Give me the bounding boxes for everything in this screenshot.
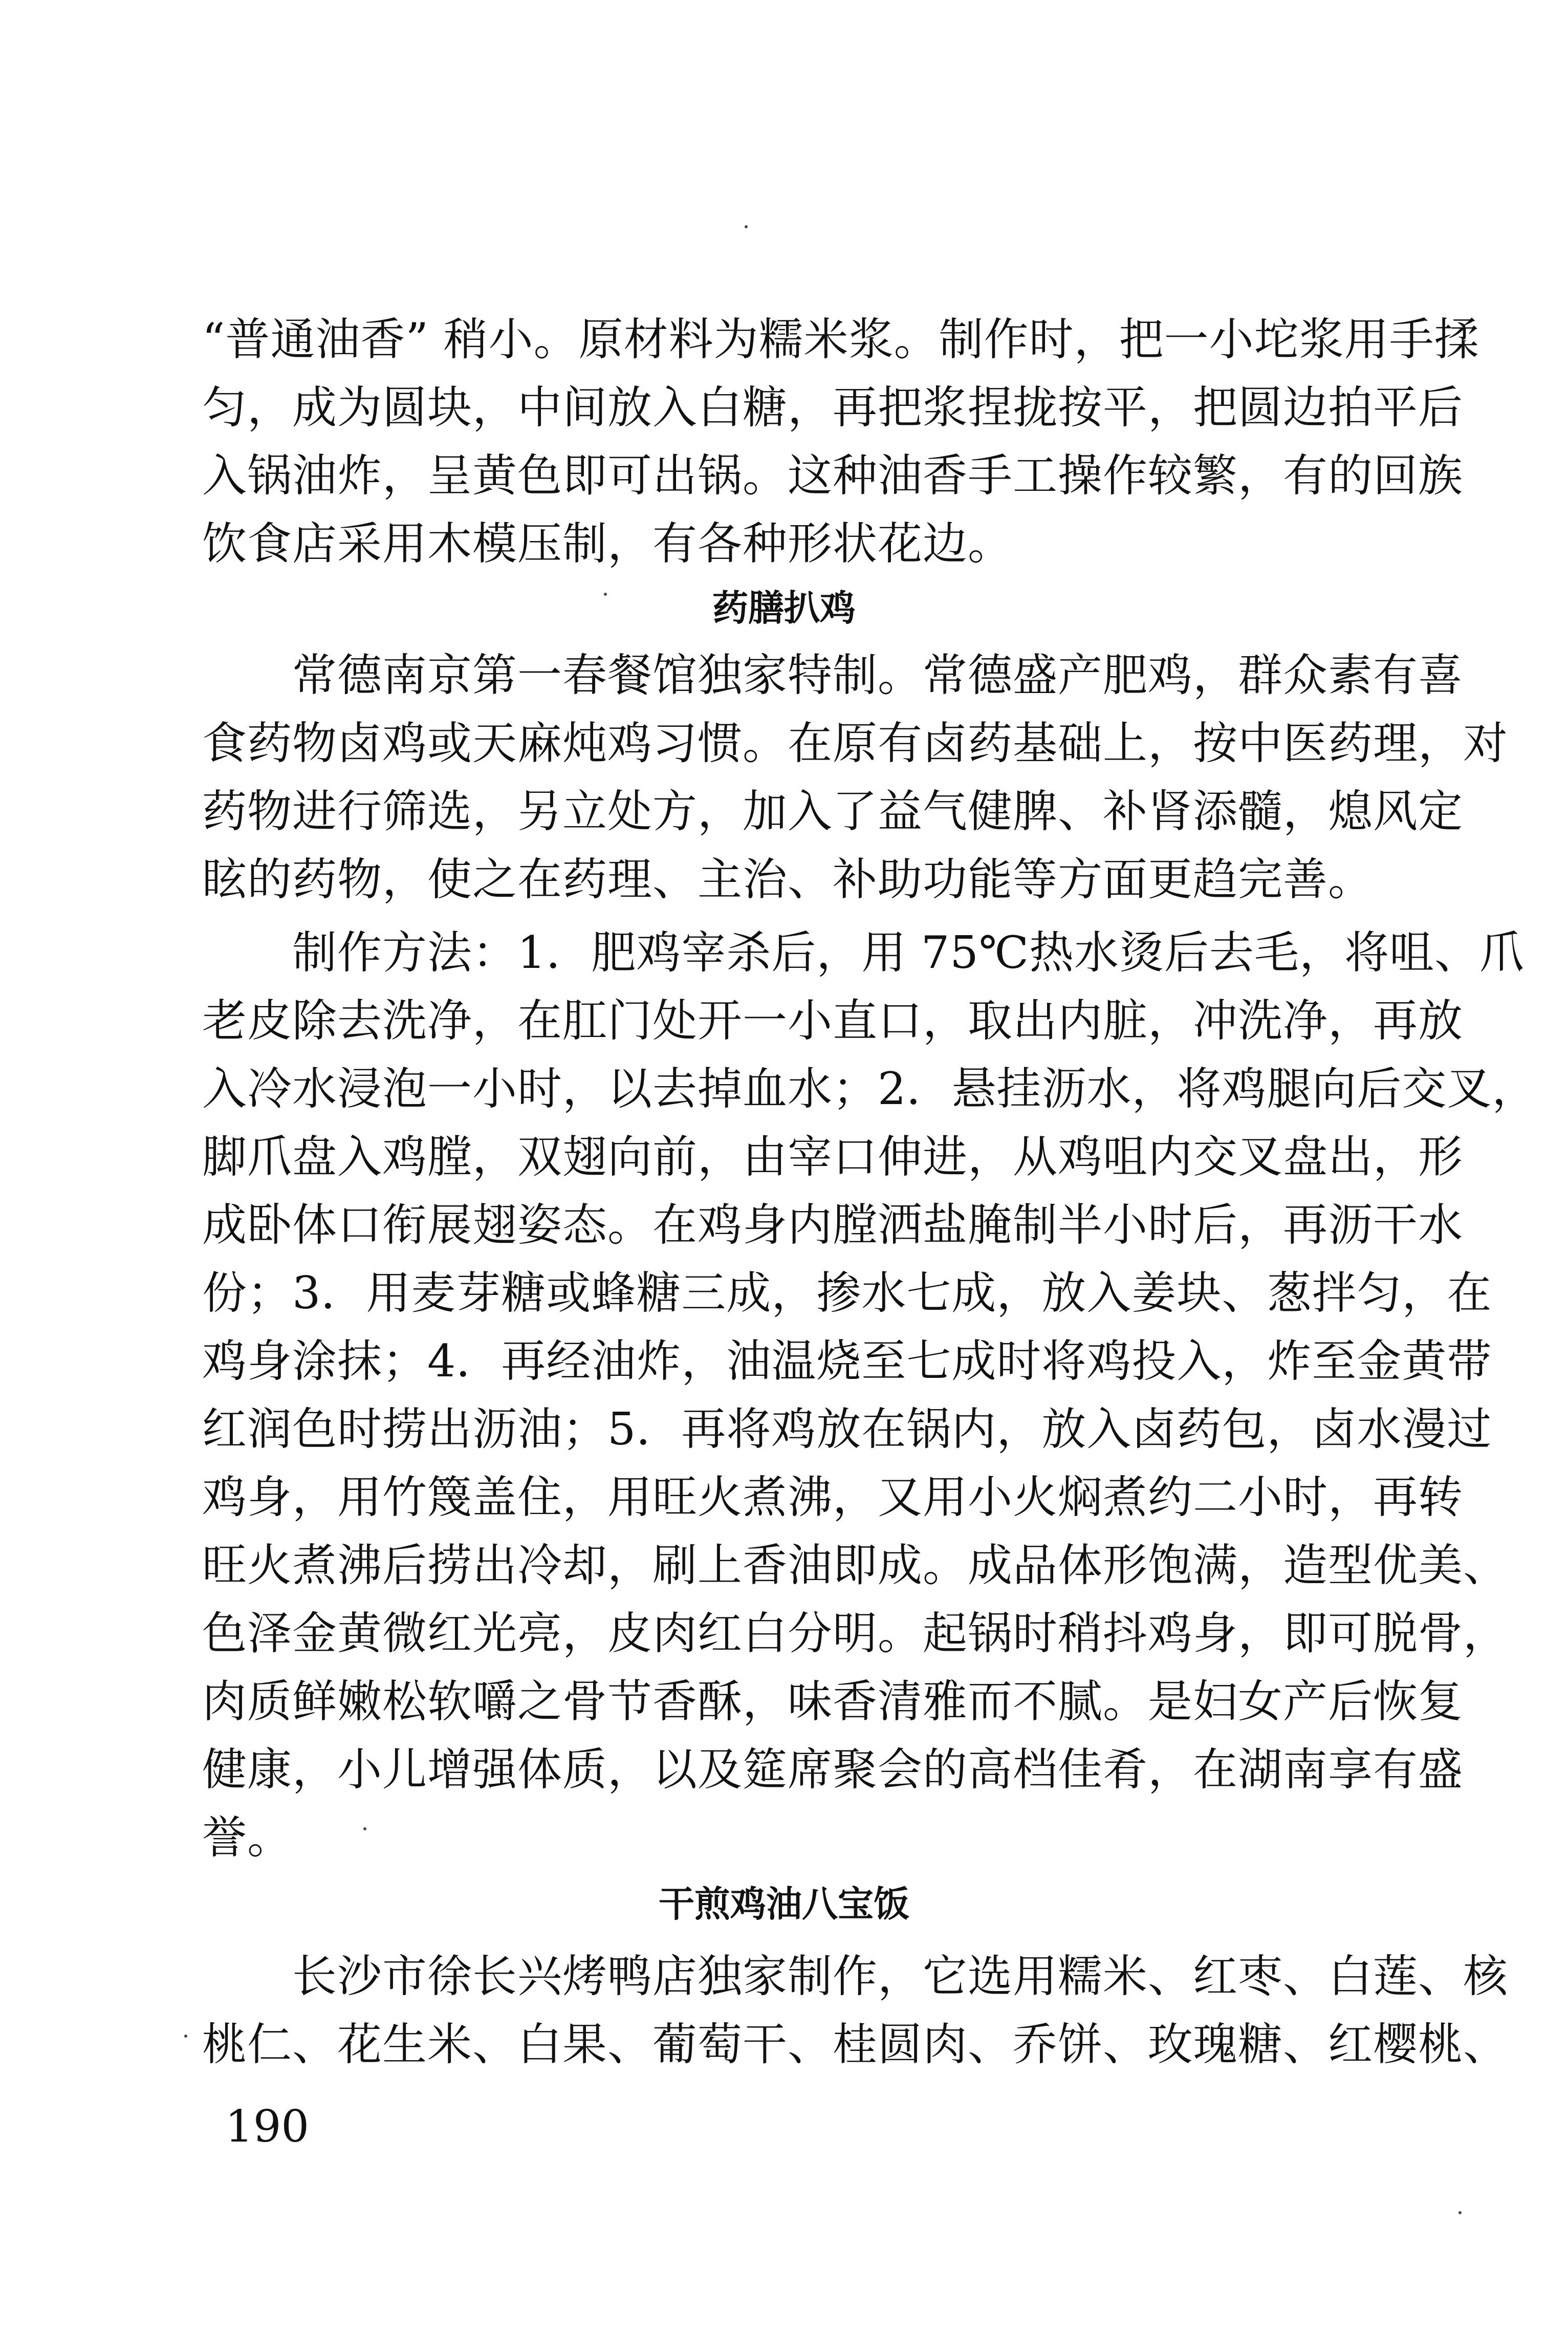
text-line: 鸡身涂抹；4．再经油炸，油温烧至七成时将鸡投入，炸至金黄带 — [202, 1335, 1492, 1387]
text-line: 份；3．用麦芽糖或蜂糖三成，掺水七成，放入姜块、葱拌匀，在 — [202, 1267, 1492, 1319]
text-line: 饮食店采用木模压制，有各种形状花边。 — [202, 517, 1013, 570]
page-number: 190 — [225, 2101, 310, 2152]
section2-paragraph — [202, 1942, 1508, 2079]
section1-method-paragraph — [202, 919, 1537, 1872]
continuation-paragraph — [202, 306, 1479, 578]
text-line: 肉质鲜嫩松软嚼之骨节香酥，味香清雅而不腻。是妇女产后恢复 — [202, 1675, 1463, 1727]
text-line: 鸡身，用竹篾盖住，用旺火煮沸，又用小火焖煮约二小时，再转 — [202, 1471, 1463, 1523]
section-heading-ganjian-jiyou-babaofan: 干煎鸡油八宝饭 — [659, 1883, 909, 1925]
text-line: 健康，小儿增强体质，以及筵席聚会的高档佳肴，在湖南享有盛 — [202, 1743, 1463, 1796]
text-line: 桃仁、花生米、白果、葡萄干、桂圆肉、乔饼、玫瑰糖、红樱桃、 — [202, 2018, 1508, 2070]
section1-intro-paragraph — [202, 641, 1508, 914]
text-line: 老皮除去洗净，在肛门处开一小直口，取出内脏，冲洗净，再放 — [202, 995, 1463, 1047]
scan-speck — [363, 1827, 366, 1830]
text-line: 眩的药物，使之在药理、主治、补助功能等方面更趋完善。 — [202, 853, 1373, 905]
text-line: 脚爪盘入鸡膛，双翅向前，由宰口伸进，从鸡咀内交叉盘出，形 — [202, 1131, 1463, 1183]
text-line: 誉。 — [202, 1811, 292, 1864]
text-line: 药物进行筛选，另立处方，加入了益气健脾、补肾添髓，熄风定 — [202, 785, 1463, 837]
text-line: 入冷水浸泡一小时，以去掉血水；2．悬挂沥水，将鸡腿向后交叉， — [202, 1063, 1537, 1115]
text-line: “普通油香” 稍小。原材料为糯米浆。制作时，把一小坨浆用手揉 — [202, 313, 1479, 365]
text-line: 长沙市徐长兴烤鸭店独家制作，它选用糯米、红枣、白莲、核 — [292, 1950, 1508, 2002]
text-line: 旺火煮沸后捞出冷却，刷上香油即成。成品体形饱满，造型优美、 — [202, 1539, 1508, 1591]
text-line: 红润色时捞出沥油；5．再将鸡放在锅内，放入卤药包，卤水漫过 — [202, 1403, 1492, 1455]
text-line: 匀，成为圆块，中间放入白糖，再把浆捏拢按平，把圆边拍平后 — [202, 381, 1463, 434]
text-line: 成卧体口衔展翅姿态。在鸡身内膛洒盐腌制半小时后，再沥干水 — [202, 1199, 1463, 1251]
text-line: 入锅油炸，呈黄色即可出锅。这种油香手工操作较繁，有的回族 — [202, 449, 1463, 502]
text-line: 常德南京第一春餐馆独家特制。常德盛产肥鸡，群众素有喜 — [292, 649, 1463, 701]
scan-speck — [1458, 2211, 1462, 2214]
text-line: 食药物卤鸡或天麻炖鸡习惯。在原有卤药基础上，按中医药理，对 — [202, 717, 1508, 769]
section-heading-yaoshan-paji: 药膳扒鸡 — [712, 587, 856, 629]
scan-speck — [745, 225, 748, 228]
scan-speck — [184, 2035, 187, 2038]
text-line: 色泽金黄微红光亮，皮肉红白分明。起锅时稍抖鸡身，即可脱骨， — [202, 1607, 1508, 1659]
text-line: 制作方法：1．肥鸡宰杀后，用 75℃热水烫后去毛，将咀、爪 — [292, 926, 1525, 979]
scan-speck — [604, 593, 607, 596]
